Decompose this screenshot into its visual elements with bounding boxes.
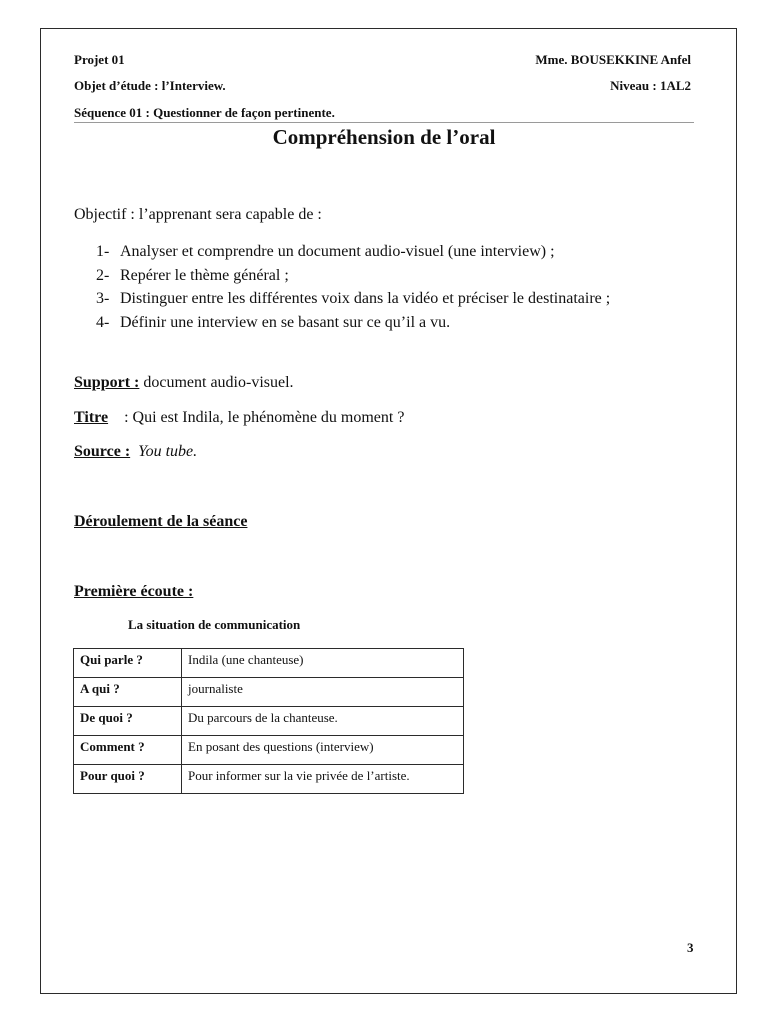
titre-value: : Qui est Indila, le phénomène du moment ? [124, 409, 405, 426]
page-border [40, 28, 737, 994]
answer-cell: Pour informer sur la vie privée de l’artiste. [182, 765, 464, 794]
table-row [74, 765, 464, 794]
situation-title: La situation de communication [128, 617, 301, 632]
support-line [74, 374, 294, 392]
titre-line [74, 409, 404, 427]
header-projet: Projet 01 [74, 52, 125, 67]
communication-table [73, 648, 464, 794]
header-divider [74, 122, 694, 123]
source-label: Source : [74, 443, 131, 460]
table-row [74, 707, 464, 736]
table-row [74, 736, 464, 765]
deroulement-heading: Déroulement de la séance [74, 513, 248, 530]
question-cell: Comment ? [74, 736, 182, 765]
question-cell: Pour quoi ? [74, 765, 182, 794]
source-line [74, 443, 197, 461]
objectif-item: 4- Définir une interview en se basant sur ce qu’il a vu. [96, 313, 451, 331]
table-row [74, 678, 464, 707]
header-teacher: Mme. BOUSEKKINE Anfel [535, 52, 691, 67]
question-cell: Qui parle ? [74, 649, 182, 678]
page-number: 3 [687, 940, 694, 955]
objectif-list [96, 240, 610, 334]
question-cell: A qui ? [74, 678, 182, 707]
header-niveau: Niveau : 1AL2 [610, 78, 691, 93]
question-cell: De quoi ? [74, 707, 182, 736]
header-objet: Objet d’étude : l’Interview. [74, 78, 226, 93]
header-sequence: Séquence 01 : Questionner de façon pertinente. [74, 105, 335, 120]
answer-cell: Du parcours de la chanteuse. [182, 707, 464, 736]
objectif-item: 1- Analyser et comprendre un document audio-visuel (une interview) ; [96, 243, 555, 260]
page-title: Compréhension de l’oral [272, 125, 496, 149]
objectif-intro: Objectif : l’apprenant sera capable de : [74, 206, 322, 223]
titre-label: Titre [74, 409, 109, 426]
table-row [74, 649, 464, 678]
answer-cell: journaliste [182, 678, 464, 707]
answer-cell: Indila (une chanteuse) [182, 649, 464, 678]
objectif-item: 3- Distinguer entre les différentes voix dans la vidéo et préciser le destinataire ; [96, 290, 611, 307]
support-value: document audio-visuel. [139, 374, 294, 391]
source-value: You tube. [138, 443, 198, 460]
answer-cell: En posant des questions (interview) [182, 736, 464, 765]
objectif-item: 2- Repérer le thème général ; [96, 266, 289, 284]
support-label: Support : [74, 374, 140, 391]
premiere-ecoute-heading: Première écoute : [74, 583, 194, 600]
